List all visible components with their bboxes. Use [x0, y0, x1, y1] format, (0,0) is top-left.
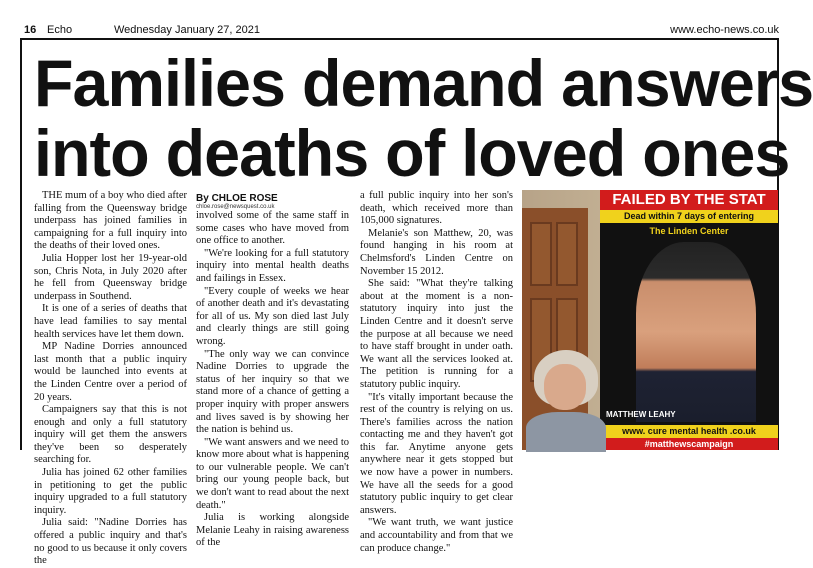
- paragraph: "We want truth, we want justice and accountability and from that we can produce change.": [360, 517, 513, 554]
- paragraph: She said: "What they're talking about at the moment is a non-statutory inquiry into just the Linden Centre and it doesn't serve the purpose at all because we need to have staff brought in under oath. We want all the services looked at. The petition is running for a statutory public inquiry.: [360, 278, 513, 390]
- byline-email: chloe.rose@newsquest.co.uk: [196, 204, 275, 210]
- campaign-poster: [600, 190, 778, 450]
- poster-center-name: The Linden Center: [600, 223, 778, 240]
- article-column-3: [360, 190, 513, 554]
- poster-hashtag: #matthewscampaign: [600, 438, 778, 450]
- byline-author: CHLOE ROSE: [211, 193, 278, 204]
- headline-line-2: into deaths of loved ones: [34, 116, 790, 190]
- woman-figure: [526, 350, 602, 450]
- poster-website: www. cure mental health .co.uk: [600, 425, 778, 438]
- paragraph: Julia is working alongside Melanie Leahy in raising awareness of the: [196, 512, 349, 549]
- headline-line-1: Families demand answers: [34, 46, 813, 120]
- byline-prefix: By: [196, 193, 209, 204]
- article-column-1: [34, 190, 187, 567]
- paragraph: "The only way we can convince Nadine Dorries to upgrade the status of her inquiry so that we stand more of a chance of getting a proper inquiry with proper answers and lives saved is by showing her the nation is behind us.: [196, 348, 349, 436]
- paragraph: Melanie's son Matthew, 20, was found hanging in his room at Chelmsford's Linden Centre on November 15 2012.: [360, 227, 513, 277]
- paragraph: "We're looking for a full statutory inquiry into mental health deaths and failings in Essex.: [196, 247, 349, 284]
- paragraph: It is one of a series of deaths that have lead families to say mental health services have let them down.: [34, 303, 187, 340]
- paragraph: Julia said: "Nadine Dorries has offered a public inquiry and that's no good to us because it only covers the: [34, 517, 187, 567]
- publication-name: Echo: [47, 24, 73, 36]
- byline: [196, 193, 349, 204]
- poster-title: FAILED BY THE STAT: [600, 190, 778, 210]
- poster-person-name: MATTHEW LEAHY: [606, 410, 676, 419]
- paragraph: a full public inquiry into her son's death, which received more than 105,000 signatures.: [360, 190, 513, 227]
- poster-subtitle: Dead within 7 days of entering: [600, 210, 778, 223]
- page-header: [0, 0, 800, 40]
- paragraph: Campaigners say that this is not enough and only a full statutory inquiry will get them the answers they've been so desperately searching for.: [34, 404, 187, 466]
- paragraph: Julia Hopper lost her 19-year-old son, Chris Nota, in July 2020 after he fell from Queensway bridge underpass in Southend.: [34, 252, 187, 302]
- website-url: www.echo-news.co.uk: [670, 24, 779, 36]
- paragraph: "It's vitally important because the rest of the country is relying on us. There's families across the nation contacting me and they haven't got this far. Anytime anyone gets anywhere near it gets stopped but we now have a power in numbers. We have all the seeds for a good statutory public inquiry to get clear answers.: [360, 391, 513, 516]
- article-column-2: [196, 193, 349, 549]
- paragraph: THE mum of a boy who died after falling from the Queensway bridge underpass has joined families in campaigning for a full inquiry into the deaths of their loved ones.: [34, 190, 187, 252]
- paragraph: "Every couple of weeks we hear of another death and it's devastating for all of us. My son died last July and clearly things are still going wrong.: [196, 285, 349, 347]
- article-photo: [522, 190, 778, 450]
- page-number: 16: [24, 24, 37, 36]
- paragraph: involved some of the same staff in some cases who have moved from one office to another.: [196, 210, 349, 247]
- paragraph: "We want answers and we need to know more about what is happening to our vulnerable people. We can't bring our young people back, but we don't want to read about the next death.": [196, 436, 349, 511]
- portrait-photo: [636, 242, 756, 422]
- paragraph: MP Nadine Dorries announced last month that a public inquiry would be launched into events at the Linden Centre over a period of 20 years.: [34, 341, 187, 403]
- paragraph: Julia has joined 62 other families in petitioning to get the public inquiry upgraded to a full statutory inquiry.: [34, 467, 187, 516]
- issue-date: Wednesday January 27, 2021: [114, 24, 260, 36]
